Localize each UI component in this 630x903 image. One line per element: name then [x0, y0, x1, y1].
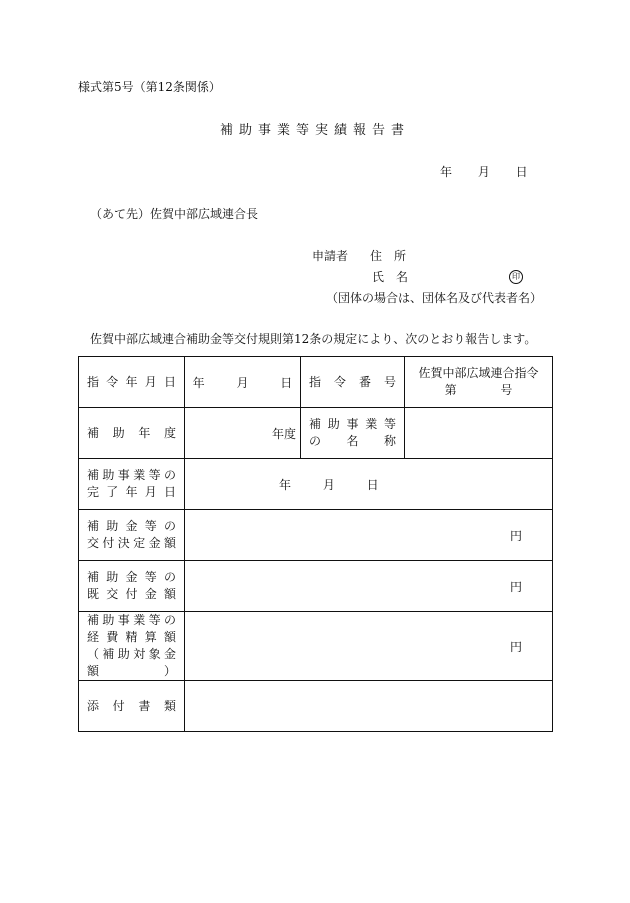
- expense-settlement-value: 円: [185, 612, 553, 681]
- applicant-label: 申請者: [312, 249, 349, 263]
- table-row: [79, 357, 553, 408]
- seal-mark: 印: [509, 270, 523, 284]
- grant-decision-amount-value: 円: [185, 510, 553, 561]
- organization-note: （団体の場合は、団体名及び代表者名）: [326, 291, 543, 305]
- intro-text: 佐賀中部広域連合補助金等交付規則第12条の規定により、次のとおり報告します。: [90, 332, 537, 346]
- project-name-value: [405, 408, 553, 459]
- report-date: 年 月 日: [440, 165, 528, 179]
- table-row: [79, 681, 553, 732]
- document-title: 補助事業等実績報告書: [219, 123, 410, 138]
- order-number-label: 指令番号: [301, 357, 405, 408]
- expense-settlement-label: 補助事業等の 経費精算額 （補助対象金額）: [79, 612, 185, 681]
- table-row: [79, 612, 553, 681]
- subsidy-year-label: 補助年度: [79, 408, 185, 459]
- grant-decision-amount-label: 補助金等の 交付決定金額: [79, 510, 185, 561]
- attachments-value: [185, 681, 553, 732]
- table-row: [79, 408, 553, 459]
- completion-date-label: 補助事業等の 完了年月日: [79, 459, 185, 510]
- order-date-label: 指令年月日: [79, 357, 185, 408]
- name-label: 氏 名: [372, 270, 409, 284]
- form-id: 様式第5号（第12条関係）: [78, 80, 221, 94]
- addressee: （あて先）佐賀中部広域連合長: [90, 207, 259, 221]
- subsidy-year-value: 年度: [185, 408, 301, 459]
- order-date-value: 年 月 日: [185, 357, 301, 408]
- grant-paid-amount-label: 補助金等の 既交付金額: [79, 561, 185, 612]
- order-number-value: 佐賀中部広域連合指令 第 号: [405, 357, 553, 408]
- table-row: [79, 510, 553, 561]
- report-table: [78, 356, 553, 732]
- table-row: [79, 459, 553, 510]
- table-row: [79, 561, 553, 612]
- attachments-label: 添付書類: [79, 681, 185, 732]
- grant-paid-amount-value: 円: [185, 561, 553, 612]
- project-name-label: 補助事業等 の名称: [301, 408, 405, 459]
- address-label: 住 所: [370, 249, 407, 263]
- completion-date-value: 年 月 日: [185, 459, 553, 510]
